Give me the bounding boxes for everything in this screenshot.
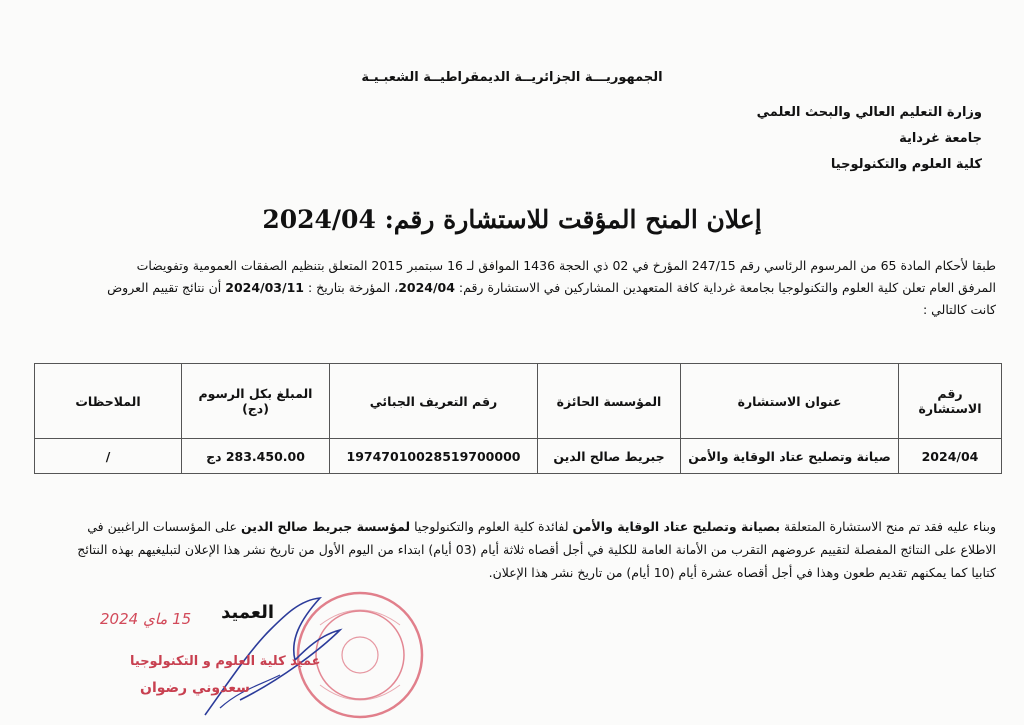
intro-paragraph (21, 255, 996, 321)
dean-title: العميد (221, 602, 274, 623)
institution-header (757, 100, 982, 178)
signature-date: 15 ماي 2024 (100, 610, 192, 628)
stamp-title: عميد كلية العلوم و التكنولوجيا (130, 654, 321, 669)
university-name: جامعة غرداية (899, 131, 982, 146)
table-row (35, 439, 1002, 474)
table-header-row (35, 364, 1002, 439)
header-consultation-title: عنوان الاستشارة (681, 364, 899, 439)
decision-paragraph (21, 515, 996, 584)
cell-notes: / (35, 439, 182, 474)
ministry-name: وزارة التعليم العالي والبحث العلمي (756, 105, 982, 120)
header-tax-id: رقم التعريف الجبائي (330, 364, 538, 439)
body-line-2: الاطلاع على النتائج المفصلة لتقييم عروضهم التقرب من الأمانة العامة للكلية في أجل أقصاه ثلاثة أيام (03 أيام) ابتداء من اليوم الأول من تاريخ نشر هذا الإعلان لتبليغيهم بهذه النتائج (77, 542, 996, 557)
header-amount: المبلغ بكل الرسوم (دج) (182, 364, 330, 439)
document-title: إعلان المنح المؤقت للاستشارة رقم: 2024/04 (262, 205, 762, 234)
results-table (34, 363, 1002, 474)
republic-heading: الجمهوريـــة الجزائريــة الديمقراطيــة الشعبـيـة (361, 70, 663, 85)
header-consultation-number: رقم الاستشارة (899, 364, 1002, 439)
header-awarded-company: المؤسسة الحائزة (538, 364, 681, 439)
intro-line-3: كانت كالتالي : (922, 302, 996, 317)
cell-tax-id: 19747010028519700000 (330, 439, 538, 474)
header-notes: الملاحظات (35, 364, 182, 439)
cell-consultation-title: صيانة وتصليح عتاد الوقاية والأمن (681, 439, 899, 474)
stamp-name: سعدوني رضوان (140, 680, 250, 696)
intro-line-2: المرفق العام تعلن كلية العلوم والتكنولوجيا بجامعة غرداية كافة المتعهدين المشاركين في الاستشارة رقم: 2024/04، المؤرخة بتاريخ : 2024/03/11 أن نتائج تقييم العروض (107, 280, 996, 295)
intro-line-1: طبقا لأحكام المادة 65 من المرسوم الرئاسي رقم 247/15 المؤرخ في 02 ذي الحجة 1436 الموافق لـ 16 سبتمبر 2015 المتعلق بتنظيم الصفقات العمومية وتفويضات (136, 258, 996, 273)
cell-amount: 283.450.00 دج (182, 439, 330, 474)
cell-consultation-number: 2024/04 (899, 439, 1002, 474)
body-line-1: وبناء عليه فقد تم منح الاستشارة المتعلقة بصيانة وتصليح عتاد الوقاية والأمن لفائدة كلية العلوم والتكنولوجيا لمؤسسة جبريط صالح الدين على المؤسسات الراغبين في (87, 519, 996, 534)
body-line-3: كتابيا كما يمكنهم تقديم طعون وهذا في أجل أقصاه عشرة أيام (10 أيام) من تاريخ نشر هذا الإعلان. (488, 565, 996, 580)
cell-awarded-company: جبريط صالح الدين (538, 439, 681, 474)
faculty-name: كلية العلوم والتكنولوجيا (830, 157, 982, 172)
